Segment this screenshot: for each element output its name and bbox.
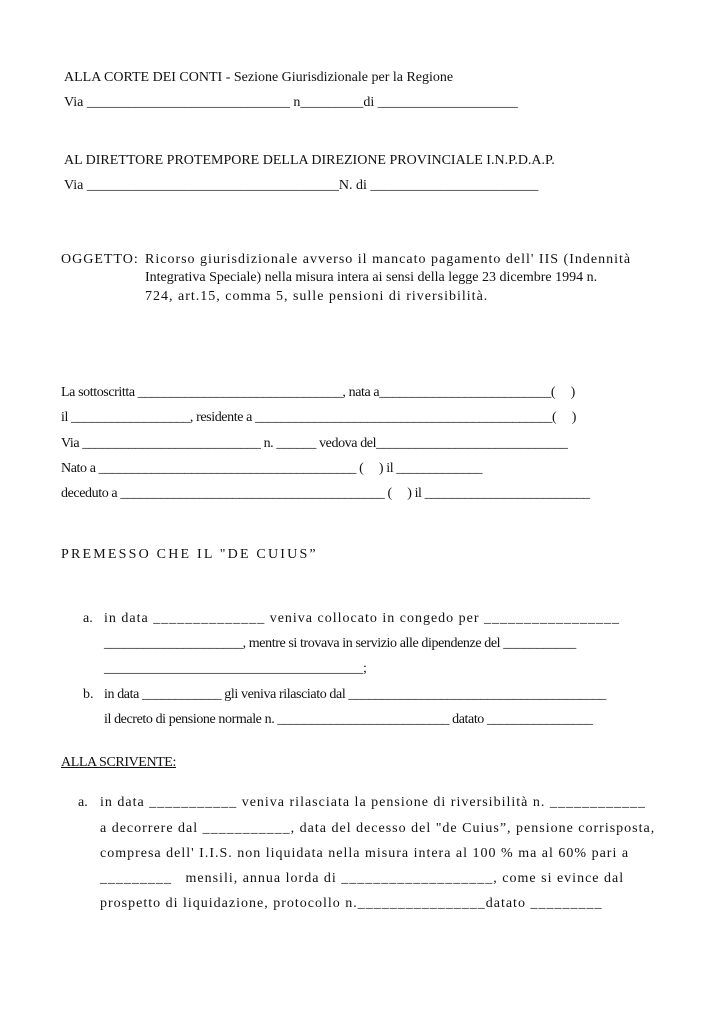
scrivente-a-line-3: compresa dell' I.I.S. non liquidata nella misura intera al 100 % ma al 60% pari a [100,846,630,861]
direttore-via-line: Via ____________________________________N. di ________________________ [64,178,539,193]
scrivente-a-marker: a. [78,795,88,810]
premesso-heading: PREMESSO CHE IL "DE CUIUS” [61,547,318,562]
premesso-b-marker: b. [83,687,94,702]
premesso-a-marker: a. [83,611,93,626]
scrivente-a-line-1: in data ___________ veniva rilasciata la pensione di riversibilità n. ____________ [100,795,646,810]
ricorrente-line-sottoscritta: La sottoscritta _______________________________, nata a__________________________( ) [61,385,575,400]
scrivente-a-line-4: _________ mensili, annua lorda di ___________________, come si evince dal [100,871,625,886]
corte-via-line: Via _____________________________ n_________di ____________________ [64,95,518,110]
scrivente-a-line-2: a decorrere dal ___________, data del decesso del "de Cuius”, pensione corrisposta, [100,821,656,836]
premesso-b-line-2: il decreto di pensione normale n. __________________________ datato ________________ [104,712,593,727]
oggetto-text-line-1: Ricorso giurisdizionale avverso il mancato pagamento dell' IIS (Indennità [145,252,632,267]
ricorrente-line-residenza: il __________________, residente a _____________________________________________( ) [61,410,577,425]
premesso-a-line-3: _____________________________________; [104,661,367,676]
oggetto-label: OGGETTO: [61,252,139,267]
premesso-b-line-1: in data ____________ gli veniva rilasciato dal _______________________________________ [104,687,606,702]
scrivente-a-line-5: prospetto di liquidazione, protocollo n.________________datato _________ [100,896,603,911]
ricorrente-line-nato: Nato a _______________________________________ ( ) il _____________ [61,461,483,476]
ricorrente-line-deceduto: deceduto a ________________________________________ ( ) il _________________________ [61,486,590,501]
oggetto-text-line-3: 724, art.15, comma 5, sulle pensioni di riversibilità. [145,289,489,304]
premesso-a-line-2: _____________________, mentre si trovava in servizio alle dipendenze del ___________ [104,636,576,651]
scrivente-heading: ALLA SCRIVENTE: [61,755,176,770]
ricorrente-line-via: Via ___________________________ n. ______ vedova del_____________________________ [61,436,568,451]
direttore-address-line: AL DIRETTORE PROTEMPORE DELLA DIREZIONE PROVINCIALE I.N.P.D.A.P. [64,153,555,168]
premesso-a-line-1: in data ______________ veniva collocato in congedo per _________________ [104,611,621,626]
oggetto-text-line-2: Integrativa Speciale) nella misura intera ai sensi della legge 23 dicembre 1994 n. [145,270,598,285]
corte-address-line: ALLA CORTE DEI CONTI - Sezione Giurisdizionale per la Regione [64,70,454,85]
